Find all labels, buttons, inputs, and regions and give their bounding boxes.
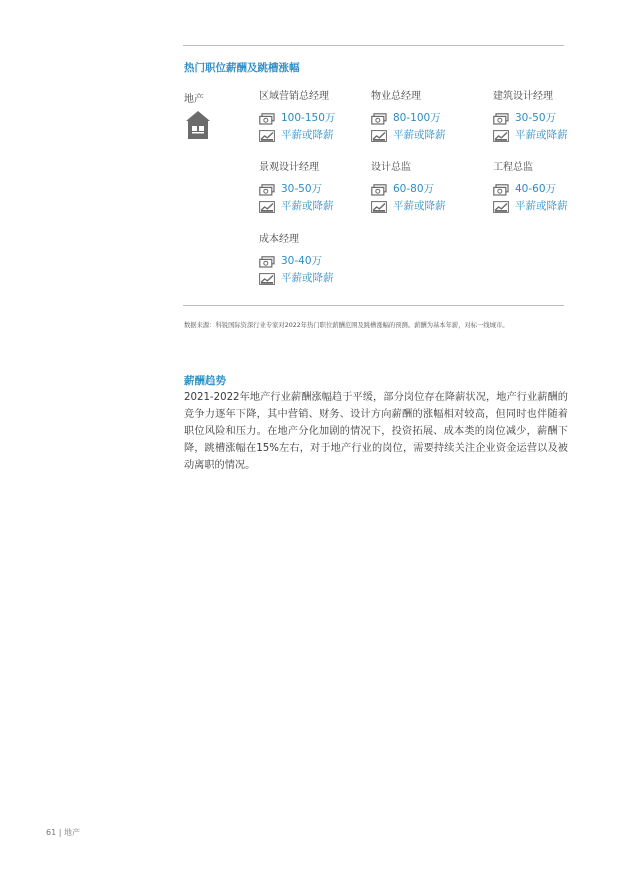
job-card xyxy=(493,90,613,143)
salary-range: 100-150万 xyxy=(281,112,336,124)
data-source-note: 数据来源：科锐国际资深行业专家对2022年热门职位薪酬范围及跳槽涨幅的预测。薪酬为基本年薪，对标一线城市。 xyxy=(184,322,509,329)
salary-range: 30-50万 xyxy=(281,183,323,195)
industry-label: 地产 xyxy=(184,94,204,105)
bottom-divider xyxy=(183,305,564,306)
salary-range: 80-100万 xyxy=(393,112,441,124)
trend-chart-icon xyxy=(493,201,509,213)
job-title: 景观设计经理 xyxy=(259,162,319,173)
money-icon xyxy=(493,113,509,125)
top-divider xyxy=(183,45,564,46)
money-icon xyxy=(493,184,509,196)
job-card xyxy=(371,161,491,214)
money-icon xyxy=(371,184,387,196)
salary-change: 平薪或降薪 xyxy=(515,129,568,141)
section-title-hot-jobs: 热门职位薪酬及跳槽涨幅 xyxy=(184,62,300,74)
salary-change: 平薪或降薪 xyxy=(281,272,334,284)
trend-chart-icon xyxy=(259,273,275,285)
job-title: 区域营销总经理 xyxy=(259,91,329,102)
salary-range: 60-80万 xyxy=(393,183,435,195)
salary-change: 平薪或降薪 xyxy=(281,129,334,141)
section-title-salary-trend: 薪酬趋势 xyxy=(184,375,226,387)
trend-chart-icon xyxy=(371,201,387,213)
job-title: 工程总监 xyxy=(493,162,533,173)
job-card xyxy=(259,90,379,143)
salary-change: 平薪或降薪 xyxy=(393,200,446,212)
house-icon xyxy=(185,110,211,140)
job-title: 成本经理 xyxy=(259,234,299,245)
trend-chart-icon xyxy=(371,130,387,142)
money-icon xyxy=(259,184,275,196)
salary-range: 30-50万 xyxy=(515,112,557,124)
job-title: 建筑设计经理 xyxy=(493,91,553,102)
trend-chart-icon xyxy=(259,201,275,213)
salary-trend-paragraph: 2021-2022年地产行业薪酬涨幅趋于平缓，部分岗位存在降薪状况，地产行业薪酬的竞争力逐年下降，其中营销、财务、设计方向薪酬的涨幅相对较高，但同时也伴随着职位风险和压力。在地产分化加剧的情况下，投资拓展、成本类的岗位减少，薪酬下降，跳槽涨幅在15%左右，对于地产行业的岗位，需要持续关注企业资金运营以及被动离职的情况。 xyxy=(184,392,568,471)
money-icon xyxy=(259,113,275,125)
page-footer: 61 | 地产 xyxy=(46,828,80,837)
salary-change: 平薪或降薪 xyxy=(515,200,568,212)
trend-chart-icon xyxy=(493,130,509,142)
trend-chart-icon xyxy=(259,130,275,142)
job-card xyxy=(259,233,379,286)
salary-change: 平薪或降薪 xyxy=(281,200,334,212)
job-title: 物业总经理 xyxy=(371,91,421,102)
job-title: 设计总监 xyxy=(371,162,411,173)
salary-range: 30-40万 xyxy=(281,255,323,267)
salary-change: 平薪或降薪 xyxy=(393,129,446,141)
job-card xyxy=(371,90,491,143)
money-icon xyxy=(371,113,387,125)
money-icon xyxy=(259,256,275,268)
job-card xyxy=(259,161,379,214)
job-card xyxy=(493,161,613,214)
salary-range: 40-60万 xyxy=(515,183,557,195)
